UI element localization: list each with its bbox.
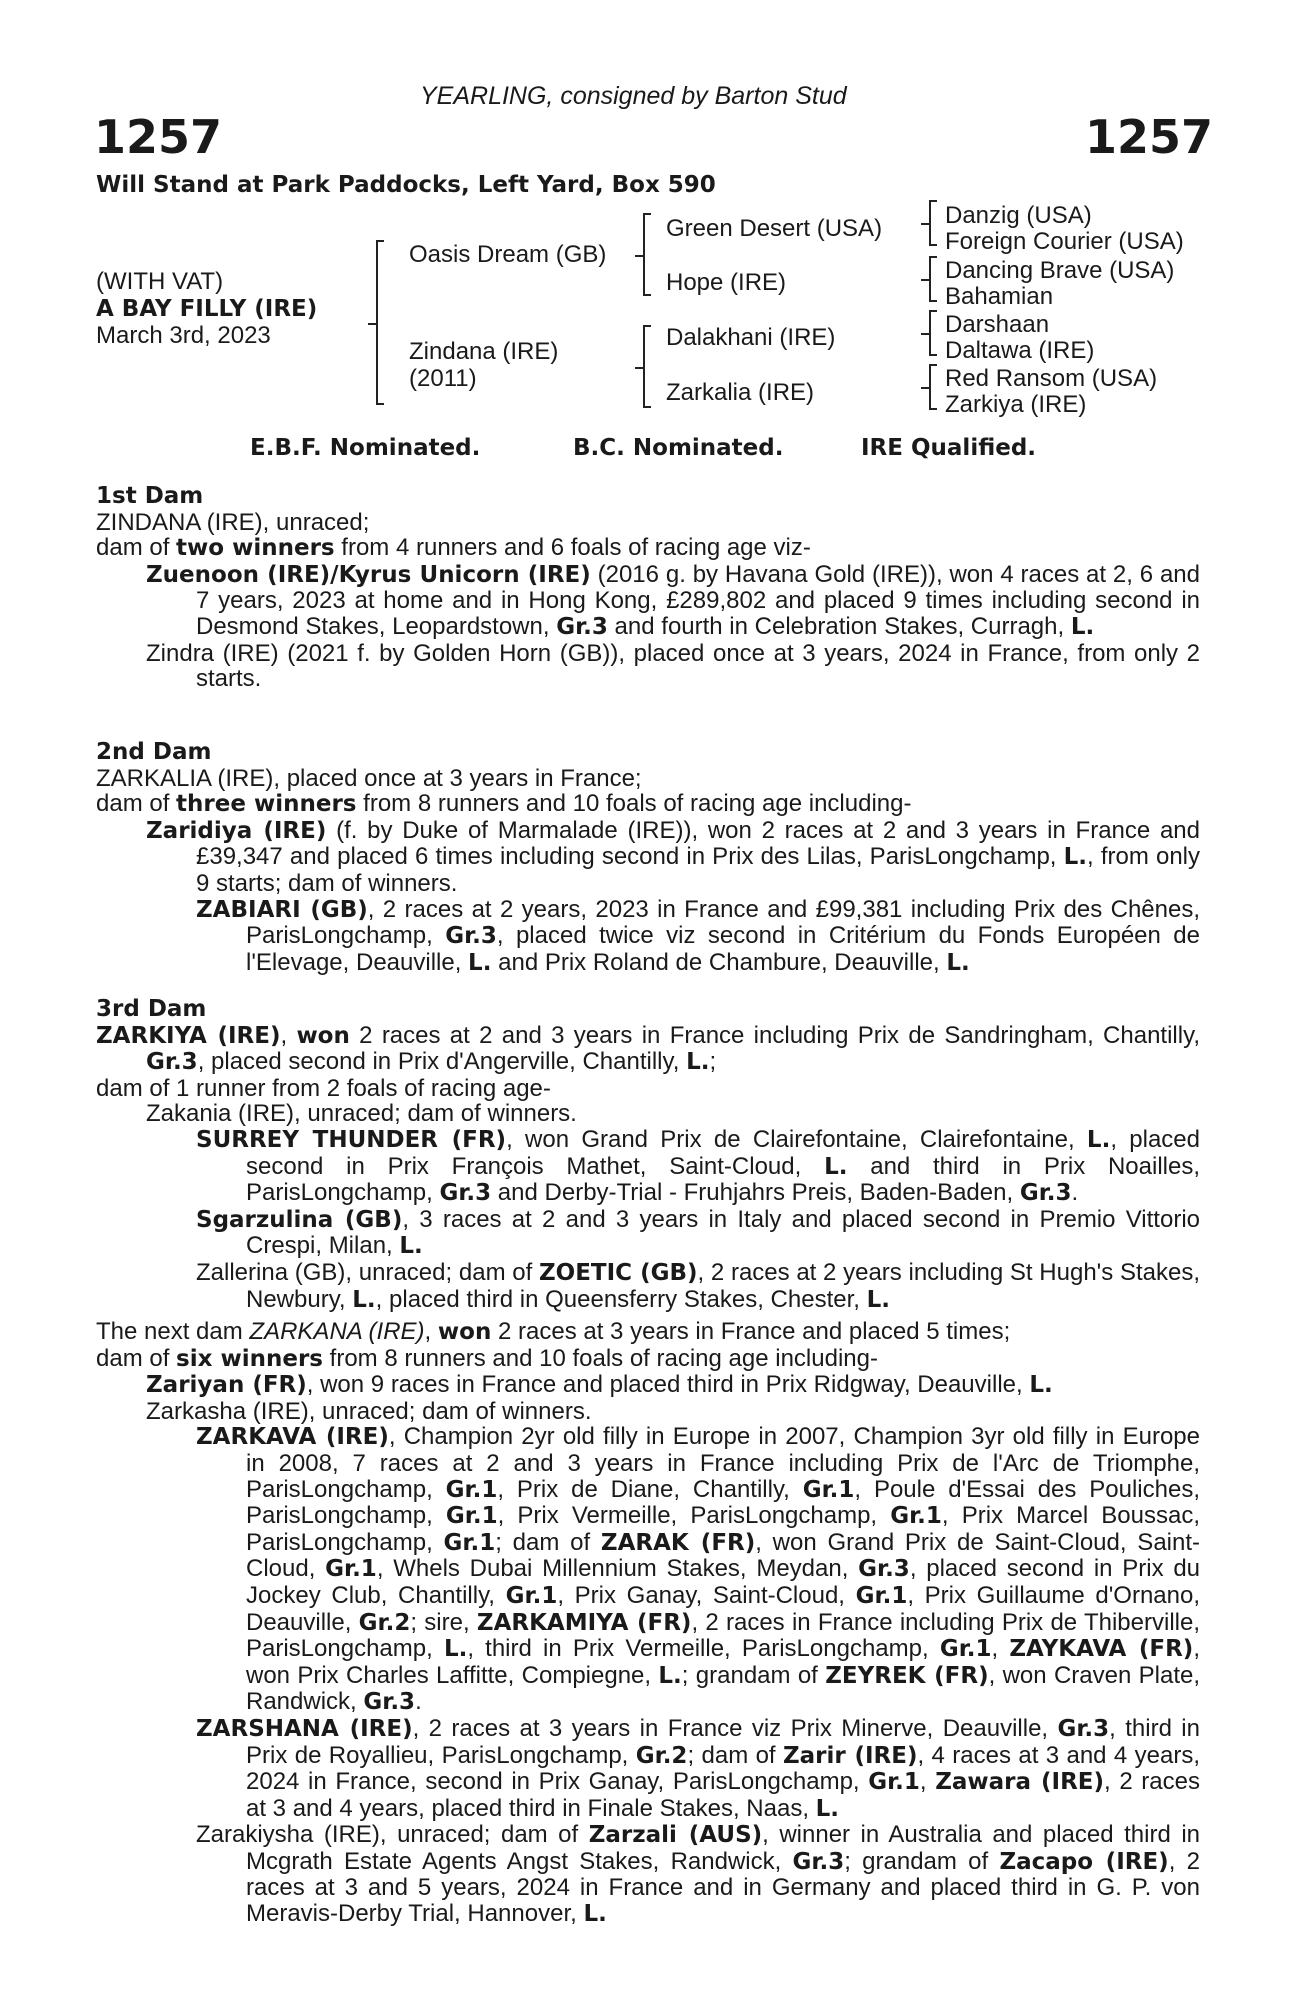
pedigree-dam: Zindana (IRE): [409, 338, 559, 365]
next-dam-grandproduce-1: ZARKAVA (IRE), Champion 2yr old filly in Europe in 2007, Champion 3yr old filly in Europe in 2008, 7 races at 2 and 3 years in France including Prix de l'Arc de Triomphe, ParisLongchamp, Gr.1, Prix de Diane, Chantilly, Gr.1, Poule d'Essai des Pouliches, ParisLongchamp, Gr.1, Prix Vermeille, ParisLongchamp, Gr.1, Prix Marcel Boussac, ParisLongchamp, Gr.1; dam of ZARAK (FR), won Grand Prix de Saint-Cloud, Saint-Cloud, Gr.1, Whels Dubai Millennium Stakes, Meydan, Gr.3, placed second in Prix du Jockey Club, Chantilly, Gr.1, Prix Ganay, Saint-Cloud, Gr.1, Prix Guillaume d'Ornano, Deauville, Gr.2; sire, ZARKAMIYA (FR), 2 races in France including Prix de Thiberville, ParisLongchamp, L., third in Prix Vermeille, ParisLongchamp, Gr.1, ZAYKAVA (FR), won Prix Charles Laffitte, Compiegne, L.; grandam of ZEYREK (FR), won Craven Plate, Randwick, Gr.3.: [196, 1423, 1201, 1716]
next-dam-line1: The next dam ZARKANA (IRE), won 2 races at 3 years in France and placed 5 times;: [96, 1318, 1011, 1345]
pedigree-sire-sire: Green Desert (USA): [666, 215, 883, 242]
third-dam-line1: ZARKIYA (IRE), won 2 races at 2 and 3 years in France including Prix de Sandringham, Chantilly, Gr.3, placed second in Prix d'Angerville, Chantilly, L.;: [96, 1021, 1200, 1076]
pedigree-brace-main: [376, 240, 378, 405]
horse-name: A BAY FILLY (IRE): [96, 296, 318, 322]
pedigree-dam-year: (2011): [409, 365, 477, 392]
third-dam-grandproduce-2: Sgarzulina (GB), 3 races at 2 and 3 years in Italy and placed second in Premio Vittorio Crespi, Milan, L.: [196, 1205, 1200, 1260]
second-dam-section: [96, 739, 1200, 976]
pedigree-sire: Oasis Dream (GB): [409, 241, 607, 268]
pedigree-dam-dam: Zarkalia (IRE): [666, 379, 815, 406]
pedigree-brace-ds: [929, 310, 931, 356]
pedigree-sss: Danzig (USA): [945, 202, 1092, 229]
bc-nominated: B.C. Nominated.: [573, 435, 784, 461]
first-dam-line2: dam of two winners from 4 runners and 6 foals of racing age viz-: [96, 534, 811, 562]
third-dam-grandproduce-3: Zallerina (GB), unraced; dam of ZOETIC (GB), 2 races at 2 years including St Hugh's Stakes, Newbury, L., placed third in Queensferry Stakes, Chester, L.: [196, 1258, 1201, 1313]
vat-note: (WITH VAT): [96, 268, 224, 295]
first-dam-produce-2: Zindra (IRE) (2021 f. by Golden Horn (GB)), placed once at 3 years, 2024 in France, from only 2 starts.: [146, 639, 1200, 693]
pedigree-brace-sd: [929, 256, 931, 302]
pedigree-brace-dam: [643, 325, 645, 408]
next-dam-grandproduce-3: Zarakiysha (IRE), unraced; dam of Zarzali (AUS), winner in Australia and placed third in Mcgrath Estate Agents Angst Stakes, Randwick, Gr.3; grandam of Zacapo (IRE), 2 races at 3 and 5 years, 2024 in France and in Germany and placed third in G. P. von Meravis-Derby Trial, Hannover, L.: [196, 1821, 1200, 1928]
first-dam-produce-1: Zuenoon (IRE)/Kyrus Unicorn (IRE) (2016 g. by Havana Gold (IRE)), won 4 races at 2, 6 and 7 years, 2023 at home and in Hong Kong, £289,802 and placed 9 times including second in Desmond Stakes, Leopardstown, Gr.3 and fourth in Celebration Stakes, Curragh, L.: [146, 560, 1200, 640]
next-dam-produce-2: Zarkasha (IRE), unraced; dam of winners.: [146, 1397, 592, 1425]
ebf-nominated: E.B.F. Nominated.: [250, 435, 481, 461]
pedigree-ssd: Foreign Courier (USA): [945, 228, 1184, 255]
second-dam-heading: 2nd Dam: [96, 739, 212, 765]
first-dam-section: [96, 483, 1200, 692]
ire-qualified: IRE Qualified.: [861, 435, 1037, 461]
pedigree-dsd: Daltawa (IRE): [945, 337, 1095, 364]
third-dam-section: [96, 996, 1200, 1313]
second-dam-line2: dam of three winners from 8 runners and 10 foals of racing age including-: [96, 790, 912, 818]
first-dam-line1: ZINDANA (IRE), unraced;: [96, 508, 370, 536]
second-dam-line1: ZARKALIA (IRE), placed once at 3 years in France;: [96, 764, 642, 792]
second-dam-produce-1: Zaridiya (IRE) (f. by Duke of Marmalade (IRE)), won 2 races at 2 and 3 years in France and £39,347 and placed 6 times including second in Prix des Lilas, ParisLongchamp, L., from only 9 starts; dam of winners.: [146, 816, 1201, 897]
pedigree-brace-ss: [929, 200, 931, 246]
first-dam-heading: 1st Dam: [96, 483, 204, 509]
next-dam-grandproduce-2: ZARSHANA (IRE), 2 races at 3 years in France viz Prix Minerve, Deauville, Gr.3, third in Prix de Royallieu, ParisLongchamp, Gr.2; dam of Zarir (IRE), 4 races at 3 and 4 years, 2024 in France, second in Prix Ganay, ParisLongchamp, Gr.1, Zawara (IRE), 2 races at 3 and 4 years, placed third in Finale Stakes, Naas, L.: [196, 1714, 1201, 1822]
lot-number-right: 1257: [1085, 110, 1214, 164]
stand-location: Will Stand at Park Paddocks, Left Yard, Box 590: [96, 172, 716, 198]
next-dam-line2: dam of six winners from 8 runners and 10 foals of racing age including-: [96, 1344, 878, 1372]
lot-number-left: 1257: [94, 110, 223, 164]
pedigree-ddd: Zarkiya (IRE): [945, 391, 1087, 418]
third-dam-line2: dam of 1 runner from 2 foals of racing age-: [96, 1074, 551, 1102]
pedigree-dss: Darshaan: [945, 311, 1050, 338]
third-dam-grandproduce-1: SURREY THUNDER (FR), won Grand Prix de Clairefontaine, Clairefontaine, L., placed second in Prix François Mathet, Saint-Cloud, L. and third in Prix Noailles, ParisLongchamp, Gr.3 and Derby-Trial - Fruhjahrs Preis, Baden-Baden, Gr.3.: [196, 1125, 1201, 1207]
pedigree-sds: Dancing Brave (USA): [945, 257, 1175, 284]
third-dam-heading: 3rd Dam: [96, 996, 207, 1022]
page-subtitle: YEARLING, consigned by Barton Stud: [420, 82, 847, 110]
pedigree-brace-sire: [643, 213, 645, 296]
pedigree-brace-dd: [929, 364, 931, 410]
third-dam-produce-1: Zakania (IRE), unraced; dam of winners.: [146, 1100, 577, 1128]
pedigree-sire-dam: Hope (IRE): [666, 269, 787, 296]
pedigree-dds: Red Ransom (USA): [945, 365, 1158, 392]
second-dam-grandproduce-1: ZABIARI (GB), 2 races at 2 years, 2023 in France and £99,381 including Prix des Chênes, ParisLongchamp, Gr.3, placed twice viz second in Critérium du Fonds Européen de l'Elevage, Deauville, L. and Prix Roland de Chambure, Deauville, L.: [196, 895, 1200, 976]
next-dam-section: [96, 1319, 1200, 1928]
next-dam-produce-1: Zariyan (FR), won 9 races in France and placed third in Prix Ridgway, Deauville, L.: [146, 1371, 1053, 1399]
date-of-birth: March 3rd, 2023: [96, 322, 271, 349]
pedigree-sdd: Bahamian: [945, 283, 1054, 310]
pedigree-dam-sire: Dalakhani (IRE): [666, 324, 836, 351]
